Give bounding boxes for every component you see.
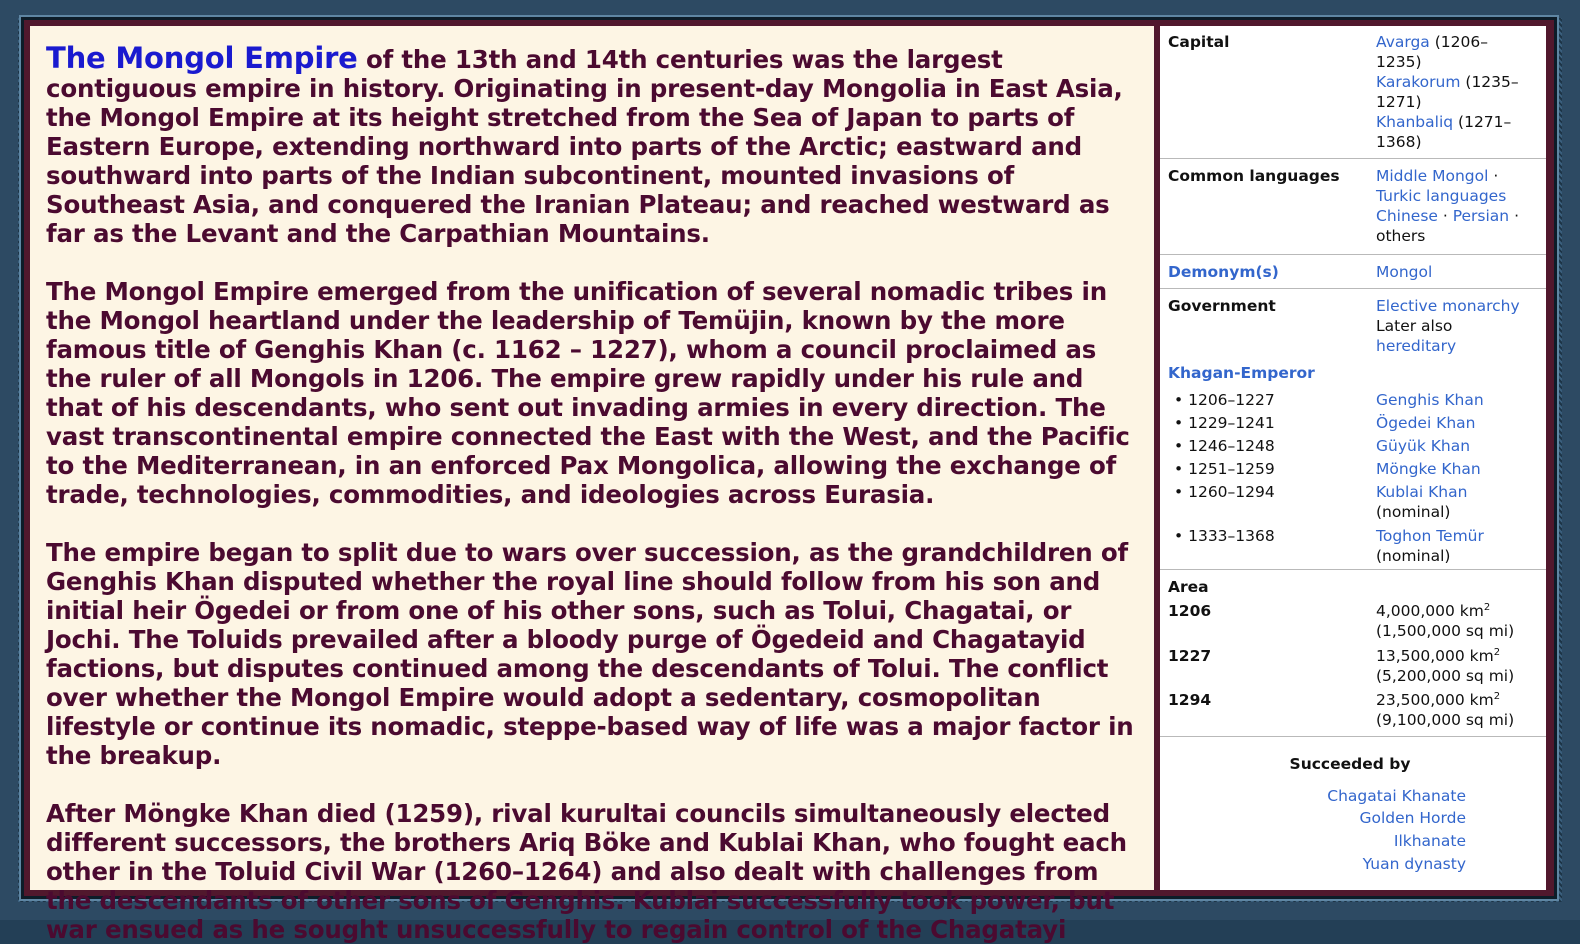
separator-dot: · — [1509, 207, 1519, 225]
area-year: 1206 — [1168, 602, 1212, 620]
bullet: • — [1174, 527, 1184, 545]
area-value — [1376, 601, 1541, 641]
khagan-emperor-link[interactable]: Khagan-Emperor — [1168, 364, 1315, 382]
language-others: others — [1376, 227, 1426, 245]
bullet: • — [1174, 414, 1184, 432]
years-text: 1333–1368 — [1188, 527, 1275, 545]
ruler-link-guyuk[interactable]: Güyük Khan — [1376, 437, 1471, 455]
language-link-turkic[interactable]: Turkic languages — [1376, 187, 1507, 205]
government-link-hereditary[interactable]: hereditary — [1376, 337, 1457, 355]
language-link-middle-mongol[interactable]: Middle Mongol — [1376, 167, 1489, 185]
superscript: 2 — [1493, 690, 1501, 702]
demonym-label-link[interactable]: Demonym(s) — [1168, 263, 1279, 281]
successor-link-golden-horde[interactable]: Golden Horde — [1359, 809, 1466, 827]
ruler-years — [1174, 436, 1275, 456]
capital-link-khanbaliq[interactable]: Khanbaliq — [1376, 113, 1454, 131]
successor-link-yuan[interactable]: Yuan dynasty — [1362, 855, 1466, 873]
capital-years: 1235) — [1376, 53, 1422, 71]
divider — [1160, 736, 1546, 737]
successor-link-ilkhanate[interactable]: Ilkhanate — [1393, 832, 1466, 850]
years-text: 1206–1227 — [1188, 391, 1275, 409]
languages-label: Common languages — [1168, 167, 1340, 185]
ruler-link-kublai[interactable]: Kublai Khan — [1376, 483, 1468, 501]
ruler-value — [1376, 482, 1541, 522]
area-km: 13,500,000 km — [1376, 647, 1494, 665]
area-value — [1376, 690, 1541, 730]
language-link-persian[interactable]: Persian — [1452, 207, 1510, 225]
separator-dot: · — [1488, 167, 1499, 185]
government-value — [1376, 296, 1541, 356]
infobox — [1160, 26, 1546, 890]
area-year: 1227 — [1168, 647, 1212, 665]
capital-years: (1235– — [1460, 73, 1519, 91]
divider — [1160, 254, 1546, 255]
ruler-link-mongke[interactable]: Möngke Khan — [1376, 460, 1481, 478]
languages-value — [1376, 166, 1541, 246]
area-label: Area — [1168, 578, 1209, 596]
capital-value — [1376, 32, 1541, 152]
capital-link-avarga[interactable]: Avarga — [1376, 33, 1430, 51]
ruler-link-toghon[interactable]: Toghon Temür — [1376, 527, 1484, 545]
years-text: 1260–1294 — [1188, 483, 1275, 501]
superscript: 2 — [1493, 646, 1501, 658]
divider — [1160, 288, 1546, 289]
bullet: • — [1174, 391, 1184, 409]
ruler-years — [1174, 482, 1275, 502]
paragraph-3: The empire began to split due to wars over succession, as the grandchildren of Genghis Khan disputed whether the royal line should follow from his son and initial heir Ögedei or from one of his other sons, such as Tolui, Chagatai, or Jochi. The Toluids prevailed after a bloody purge of Ögedeid and Chagatayid factions, but disputes continued among the descendants of Tolui. The conflict over whether the Mongol Empire would adopt a sedentary, cosmopolitan lifestyle or continue its nomadic, steppe-based way of life was a major factor in the breakup. — [46, 538, 1134, 770]
ruler-years — [1174, 390, 1275, 410]
paragraph-1-text: of the 13th and 14th centuries was the largest contiguous empire in history. Originating in present-day Mongolia in East Asia, the Mongol Empire at its height stretched from the Sea of Japan to parts of Eastern Europe, extending northward into parts of the Arctic; eastward and southward into parts of the Indian subcontinent, mounted invasions of Southeast Asia, and conquered the Iranian Plateau; and reached westward as far as the Levant and the Carpathian Mountains. — [46, 45, 1123, 248]
divider — [1160, 569, 1546, 570]
ruler-note: (nominal) — [1376, 547, 1451, 565]
bullet: • — [1174, 483, 1184, 501]
government-note: Later also — [1376, 317, 1453, 335]
area-mi: (9,100,000 sq mi) — [1376, 711, 1515, 729]
divider — [1160, 158, 1546, 159]
succeeded-by-label: Succeeded by — [1289, 755, 1411, 773]
area-mi: (5,200,000 sq mi) — [1376, 667, 1515, 685]
years-text: 1229–1241 — [1188, 414, 1275, 432]
bullet: • — [1174, 437, 1184, 455]
ruler-link-ogedei[interactable]: Ögedei Khan — [1376, 414, 1476, 432]
article-body — [30, 26, 1154, 944]
capital-label: Capital — [1168, 33, 1230, 51]
language-link-chinese[interactable]: Chinese — [1376, 207, 1438, 225]
years-text: 1251–1259 — [1188, 460, 1275, 478]
capital-years: 1271) — [1376, 93, 1422, 111]
government-label: Government — [1168, 297, 1276, 315]
bullet: • — [1174, 460, 1184, 478]
content-panel — [24, 20, 1554, 944]
paragraph-4: After Möngke Khan died (1259), rival kurultai councils simultaneously elected different successors, the brothers Ariq Böke and Kublai Khan, who fought each other in the Toluid Civil War (1260–1264) and also dealt with challenges from the descendants of other sons of Genghis. Kublai successfully took power, but war ensued as he sought unsuccessfully to regain control of the Chagatayi — [46, 799, 1127, 944]
ruler-years — [1174, 459, 1275, 479]
successor-link-chagatai[interactable]: Chagatai Khanate — [1327, 787, 1466, 805]
years-text: 1246–1248 — [1188, 437, 1275, 455]
area-year: 1294 — [1168, 691, 1212, 709]
article-title-link[interactable]: The Mongol Empire — [46, 41, 358, 75]
area-mi: (1,500,000 sq mi) — [1376, 622, 1515, 640]
ruler-value — [1376, 526, 1541, 566]
ruler-note: (nominal) — [1376, 503, 1451, 521]
capital-years: (1206– — [1429, 33, 1488, 51]
separator-dot: · — [1437, 207, 1453, 225]
demonym-link[interactable]: Mongol — [1376, 263, 1433, 281]
area-km: 4,000,000 km — [1376, 602, 1484, 620]
superscript: 2 — [1483, 601, 1491, 613]
area-value — [1376, 646, 1541, 686]
ruler-years — [1174, 413, 1275, 433]
ruler-years — [1174, 526, 1275, 546]
paragraph-2: The Mongol Empire emerged from the unification of several nomadic tribes in the Mongol heartland under the leadership of Temüjin, known by the more famous title of Genghis Khan (c. 1162 – 1227), whom a council proclaimed as the ruler of all Mongols in 1206. The empire grew rapidly under his rule and that of his descendants, who sent out invading armies in every direction. The vast transcontinental empire connected the East with the West, and the Pacific to the Mediterranean, in an enforced Pax Mongolica, allowing the exchange of trade, technologies, commodities, and ideologies across Eurasia. — [46, 277, 1130, 509]
area-km: 23,500,000 km — [1376, 691, 1494, 709]
capital-years: (1271– — [1453, 113, 1512, 131]
ruler-link-genghis[interactable]: Genghis Khan — [1376, 391, 1484, 409]
capital-years: 1368) — [1376, 133, 1422, 151]
paragraph-1 — [46, 41, 1140, 248]
government-link-elective-monarchy[interactable]: Elective monarchy — [1376, 297, 1520, 315]
capital-link-karakorum[interactable]: Karakorum — [1376, 73, 1461, 91]
